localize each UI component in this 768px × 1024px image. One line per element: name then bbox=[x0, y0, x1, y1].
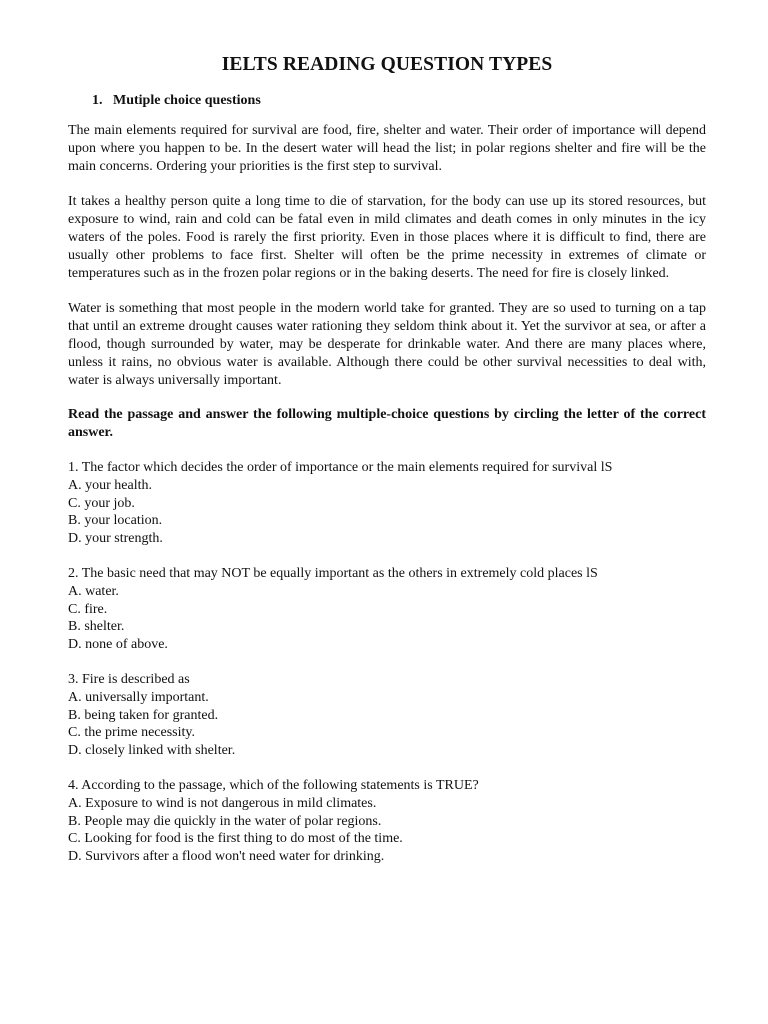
question-3 bbox=[68, 671, 706, 760]
answer-option: A. your health. bbox=[68, 477, 152, 493]
instructions: Read the passage and answer the following multiple-choice questions by circling the letter of the correct answer. bbox=[68, 407, 706, 441]
answer-option: A. water. bbox=[68, 583, 119, 599]
question-stem: 2. The basic need that may NOT be equally important as the others in extremely cold places lS bbox=[68, 565, 598, 581]
answer-option: D. Survivors after a flood won't need water for drinking. bbox=[68, 849, 385, 865]
answer-option: C. the prime necessity. bbox=[68, 725, 196, 741]
answer-option: D. your strength. bbox=[68, 531, 163, 547]
answer-option: C. fire. bbox=[68, 601, 108, 617]
question-stem: 3. Fire is described as bbox=[68, 671, 190, 687]
passage-paragraph-3: Water is something that most people in the modern world take for granted. They are so used to turning on a tap that until an extreme drought causes water rationing they seldom think about it. Yet the survivor at sea, or after a flood, though surrounded by water, may be desperate for drinkable water. And there are many places where, unless it rains, no obvious water is available. Although there could be other survival necessities to deal with, water is always universally important. bbox=[68, 301, 706, 388]
answer-option: B. People may die quickly in the water of polar regions. bbox=[68, 813, 382, 829]
question-stem: 1. The factor which decides the order of importance or the main elements required for survival lS bbox=[68, 459, 613, 475]
question-2 bbox=[68, 565, 706, 654]
document-title: IELTS READING QUESTION TYPES bbox=[221, 54, 553, 75]
section-number: 1. bbox=[92, 93, 103, 108]
answer-option: B. your location. bbox=[68, 513, 163, 529]
document-page bbox=[68, 52, 706, 866]
passage-paragraph-1: The main elements required for survival are food, fire, shelter and water. Their order of importance will depend upon where you happen to be. In the desert water will head the list; in polar regions shelter and fire will be the main concerns. Ordering your priorities is the first step to survival. bbox=[68, 123, 706, 174]
answer-option: A. universally important. bbox=[68, 689, 209, 705]
question-4 bbox=[68, 777, 706, 866]
section-heading bbox=[92, 92, 706, 110]
answer-option: B. shelter. bbox=[68, 619, 125, 635]
passage-paragraph-2: It takes a healthy person quite a long time to die of starvation, for the body can use up its stored resources, but exposure to wind, rain and cold can be fatal even in mild climates and death comes in only minutes in the icy waters of the poles. Food is rarely the first priority. Even in those places where it is difficult to find, there are usually other problems to face first. Shelter will often be the prime necessity in extremes of climate or temperatures such as in the frozen polar regions or in the baking deserts. The need for fire is closely linked. bbox=[68, 194, 706, 281]
answer-option: D. closely linked with shelter. bbox=[68, 743, 236, 759]
answer-option: D. none of above. bbox=[68, 637, 168, 653]
answer-option: A. Exposure to wind is not dangerous in mild climates. bbox=[68, 795, 377, 811]
answer-option: B. being taken for granted. bbox=[68, 707, 219, 723]
answer-option: C. Looking for food is the first thing to do most of the time. bbox=[68, 831, 403, 847]
question-stem: 4. According to the passage, which of the following statements is TRUE? bbox=[68, 777, 479, 793]
answer-option: C. your job. bbox=[68, 495, 135, 511]
section-title: Mutiple choice questions bbox=[113, 93, 261, 108]
question-1 bbox=[68, 459, 706, 548]
